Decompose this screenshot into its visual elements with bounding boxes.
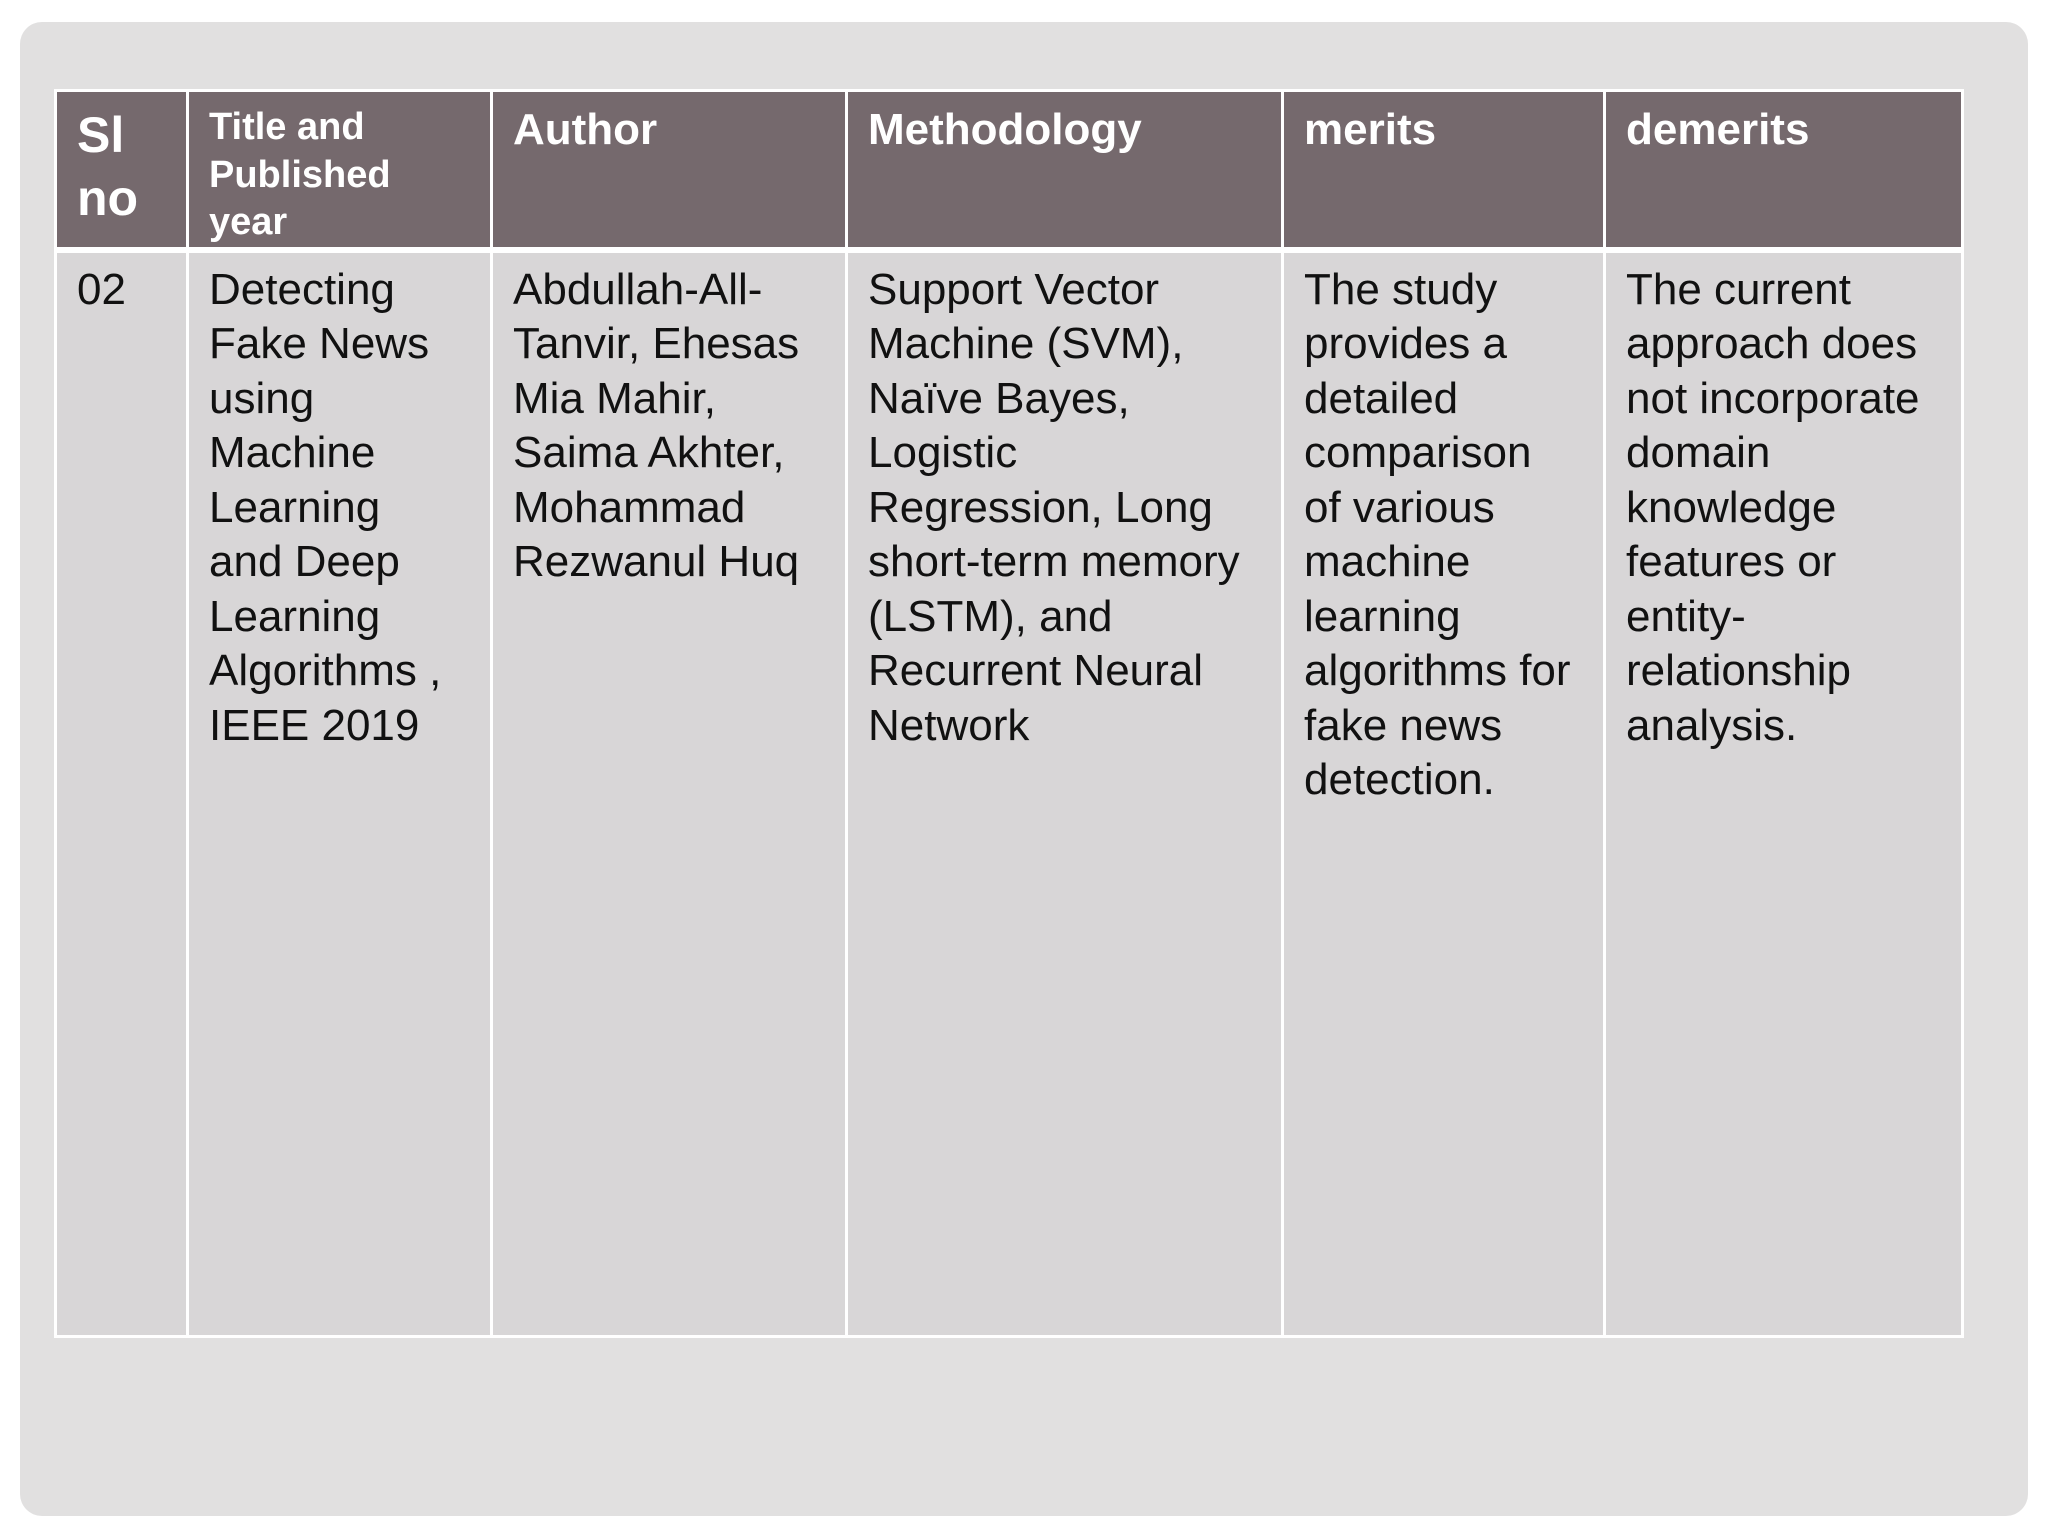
header-demerits: demerits bbox=[1605, 91, 1963, 249]
cell-author: Abdullah-All- Tanvir, Ehesas Mia Mahir, Saima Akhter, Mohammad Rezwanul Huq bbox=[492, 251, 847, 1336]
cell-sl-no: 02 bbox=[56, 251, 188, 1336]
cell-title-year: Detecting Fake News using Machine Learning and Deep Learning Algorithms , IEEE 2019 bbox=[188, 251, 492, 1336]
header-sl-no: Sl no bbox=[56, 91, 188, 249]
header-methodology: Methodology bbox=[847, 91, 1283, 249]
header-row bbox=[56, 91, 1963, 249]
cell-demerits: The current approach does not incorporate domain knowledge features or entity- relationship analysis. bbox=[1605, 251, 1963, 1336]
slide bbox=[20, 22, 2028, 1516]
header-author: Author bbox=[492, 91, 847, 249]
cell-merits: The study provides a detailed comparison of various machine learning algorithms for fake news detection. bbox=[1283, 251, 1605, 1336]
table-row bbox=[56, 251, 1963, 1336]
literature-review-table bbox=[54, 89, 1964, 1338]
header-title-year: Title and Published year bbox=[188, 91, 492, 249]
header-merits: merits bbox=[1283, 91, 1605, 249]
cell-methodology: Support Vector Machine (SVM), Naïve Bayes, Logistic Regression, Long short-term memory (LSTM), and Recurrent Neural Network bbox=[847, 251, 1283, 1336]
